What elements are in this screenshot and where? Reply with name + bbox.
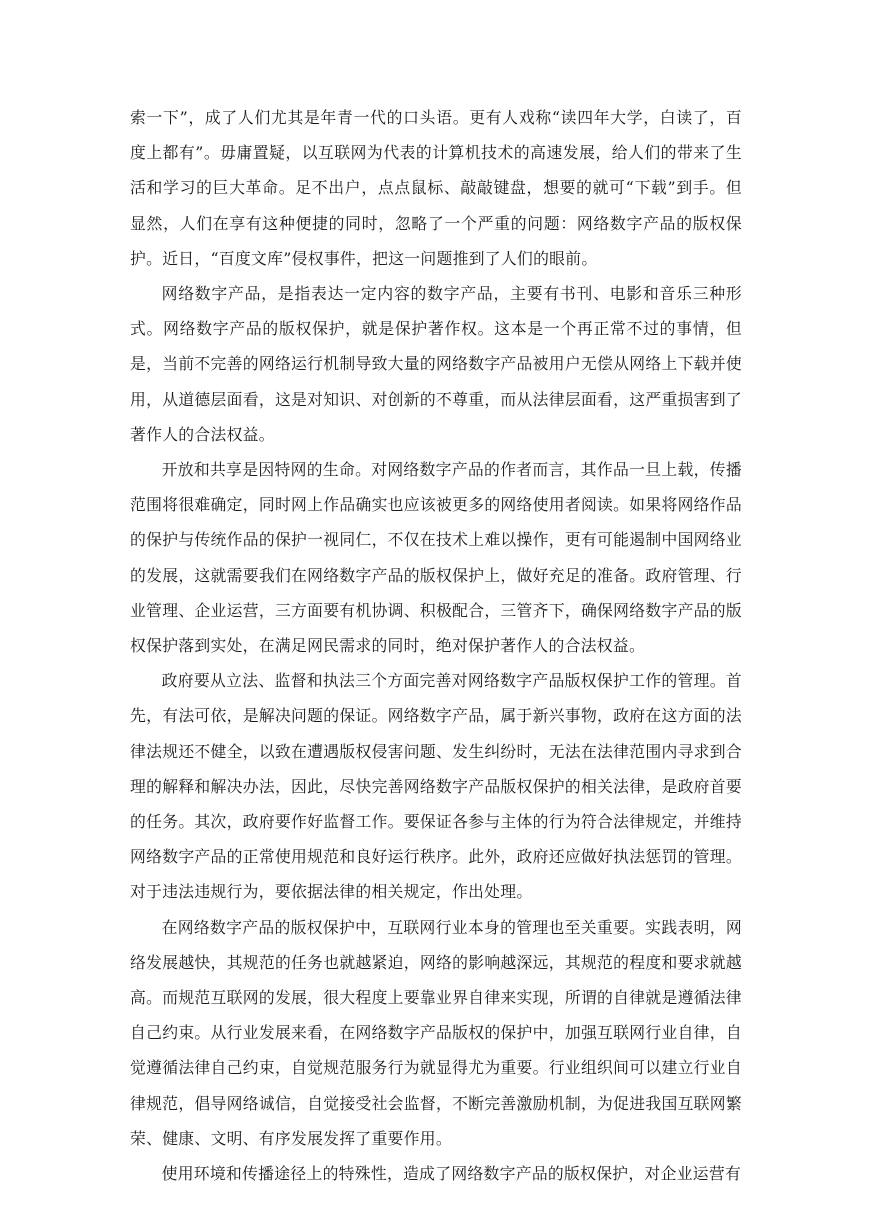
paragraph-definition: 网络数字产品，是指表达一定内容的数字产品，主要有书刊、电影和音乐三种形式。网络数字产品的版权保护，就是保护著作权。这本是一个再正常不过的事情，但是，当前不完善的网络运行机制导致大量的网络数字产品被用户无偿从网络上下载并使用，从道德层面看，这是对知识、对创新的不尊重，而从法律层面看，这严重损害到了著作人的合法权益。 xyxy=(130,284,742,444)
paragraph-industry: 在网络数字产品的版权保护中，互联网行业本身的管理也至关重要。实践表明，网络发展越快，其规范的任务也就越紧迫，网络的影响越深远，其规范的程度和要求就越高。而规范互联网的发展，很大程度上要靠业界自律来实现，所谓的自律就是遵循法律自己约束。从行业发展来看，在网络数字产品版权的保护中，加强互联网行业自律，自觉遵循法律自己约束，自觉规范服务行为就显得尤为重要。行业组织间可以建立行业自律规范，倡导网络诚信，自觉接受社会监督，不断完善激励机制，为促进我国互联网繁荣、健康、文明、有序发展发挥了重要作用。 xyxy=(130,917,742,1148)
paragraph-enterprise: 使用环境和传播途径上的特殊性，造成了网络数字产品的版权保护，对企业运营有 xyxy=(161,1164,742,1184)
paragraph-openness: 开放和共享是因特网的生命。对网络数字产品的作者而言，其作品一旦上载，传播范围将很难确定，同时网上作品确实也应该被更多的网络使用者阅读。如果将网络作品的保护与传统作品的保护一视同仁，不仅在技术上难以操作，更有可能遏制中国网络业的发展，这就需要我们在网络数字产品的版权保护上，做好充足的准备。政府管理、行业管理、企业运营，三方面要有机协调、积极配合，三管齐下，确保网络数字产品的版权保护落到实处，在满足网民需求的同时，绝对保护著作人的合法权益。 xyxy=(130,460,742,656)
paragraph-government: 政府要从立法、监督和执法三个方面完善对网络数字产品版权保护工作的管理。首先，有法可依，是解决问题的保证。网络数字产品，属于新兴事物，政府在这方面的法律法规还不健全，以致在遭遇版权侵害问题、发生纠纷时，无法在法律范围内寻求到合理的解释和解决办法，因此，尽快完善网络数字产品版权保护的相关法律，是政府首要的任务。其次，政府要作好监督工作。要保证各参与主体的行为符合法律规定，并维持网络数字产品的正常使用规范和良好运行秩序。此外，政府还应做好执法惩罚的管理。对于违法违规行为，要依据法律的相关规定，作出处理。 xyxy=(130,671,742,902)
paragraph-continued: 索一下”，成了人们尤其是年青一代的口头语。更有人戏称“读四年大学，白读了，百度上都有”。毋庸置疑，以互联网为代表的计算机技术的高速发展，给人们的带来了生活和学习的巨大革命。足不出户，点点鼠标、敲敲键盘，想要的就可“下载”到手。但显然，人们在享有这种便捷的同时，忽略了一个严重的问题：网络数字产品的版权保护。近日，“百度文库”侵权事件，把这一问题推到了人们的眼前。 xyxy=(130,108,742,268)
document-body xyxy=(130,100,742,1191)
